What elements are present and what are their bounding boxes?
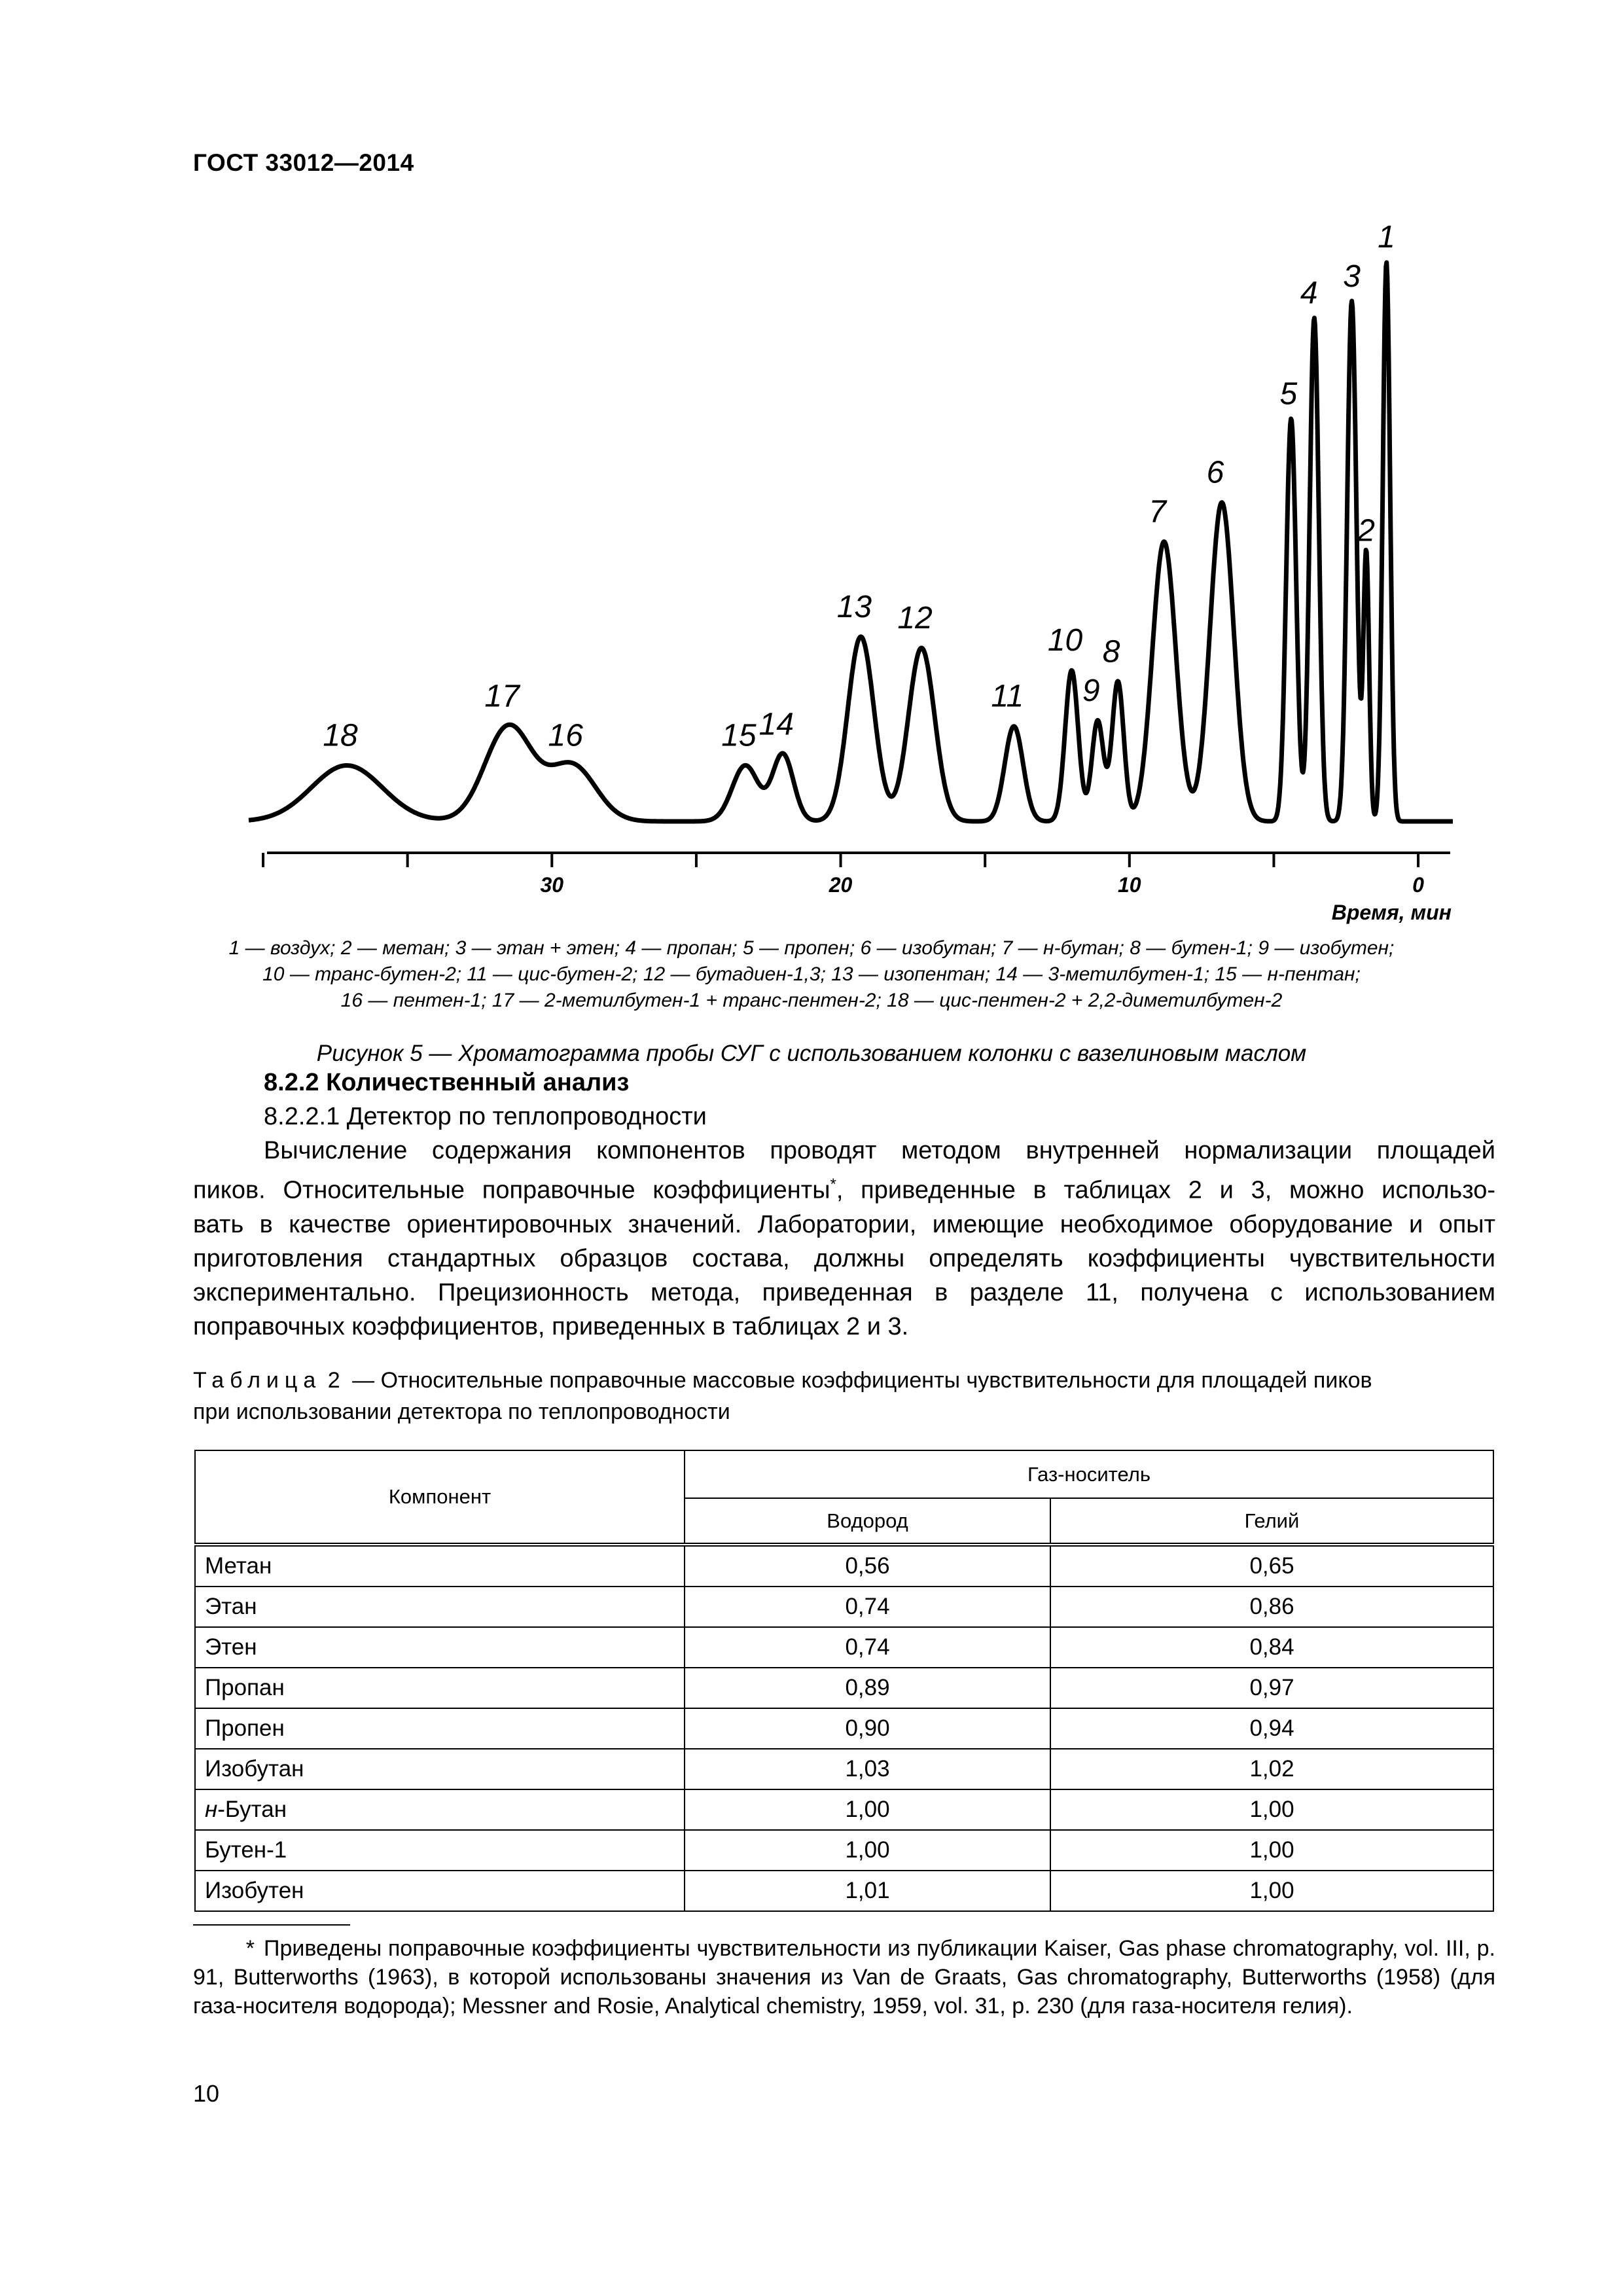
- cell-hydrogen: 0,74: [685, 1627, 1050, 1668]
- document-header: ГОСТ 33012—2014: [193, 149, 414, 176]
- cell-component: Этен: [195, 1627, 685, 1668]
- cell-component: Метан: [195, 1545, 685, 1587]
- cell-helium: 1,02: [1050, 1749, 1493, 1789]
- cell-helium: 0,65: [1050, 1545, 1493, 1587]
- paragraph-line: поправочных коэффициентов, приведенных в таблицах 2 и 3.: [193, 1312, 909, 1340]
- peak-label: 2: [1357, 513, 1375, 548]
- peak-label: 5: [1279, 376, 1298, 412]
- footnote-reference[interactable]: *: [830, 1175, 836, 1193]
- column-header-hydrogen: Водород: [685, 1498, 1050, 1545]
- table-row: [195, 1627, 1493, 1668]
- cell-hydrogen: 0,56: [685, 1545, 1050, 1587]
- peak-label: 14: [758, 707, 794, 742]
- peak-label: 13: [836, 589, 872, 624]
- x-axis-label: Время, мин: [1331, 901, 1452, 924]
- cell-helium: 0,94: [1050, 1708, 1493, 1749]
- table-row: [195, 1871, 1493, 1911]
- cell-component: Изобутен: [195, 1871, 685, 1911]
- peak-label: 7: [1149, 494, 1167, 529]
- cell-helium: 0,84: [1050, 1627, 1493, 1668]
- column-header-component: Компонент: [195, 1450, 685, 1545]
- x-tick-label: 30: [540, 873, 564, 897]
- cell-component: Пропан: [195, 1668, 685, 1708]
- table-row: [195, 1708, 1493, 1749]
- peak-label: 17: [484, 679, 520, 714]
- cell-component: Изобутан: [195, 1749, 685, 1789]
- table-row: [195, 1668, 1493, 1708]
- chromatogram-trace: [249, 262, 1453, 821]
- x-tick-label: 0: [1412, 873, 1424, 897]
- peak-label: 16: [548, 718, 583, 753]
- footnote: * Приведены поправочные коэффициенты чувствительности из публикации Kaiser, Gas phase chromatography, vol. III, p. 91, Butterworths (1963), в которой использованы значения из Van de Graats, Gas chromatography, Butterworths (1958) (для газа-носителя водорода); Messner and Rosie, Analytical chemistry, 1959, vol. 31, p. 230 (для газа-носителя гелия).: [193, 1936, 1495, 2018]
- cell-hydrogen: 0,74: [685, 1587, 1050, 1627]
- column-header-helium: Гелий: [1050, 1498, 1493, 1545]
- table-row: [195, 1789, 1493, 1830]
- chromatogram-chart: [249, 220, 1453, 924]
- page-number: 10: [193, 2080, 220, 2107]
- section-heading: 8.2.2 Количественный анализ: [264, 1069, 630, 1096]
- peak-label: 9: [1082, 673, 1100, 709]
- paragraph-line: приготовления стандартных образцов состава, должны определять коэффициенты чувствительности: [193, 1244, 1495, 1272]
- peak-label: 3: [1343, 259, 1361, 294]
- figure-caption: Рисунок 5 — Хроматограмма пробы СУГ с использованием колонки с вазелиновым маслом: [316, 1041, 1307, 1066]
- peak-label: 8: [1102, 634, 1120, 670]
- table-row: [195, 1830, 1493, 1871]
- cell-hydrogen: 1,00: [685, 1789, 1050, 1830]
- peak-label: 11: [991, 679, 1024, 714]
- table-caption: Таблица 2 — Относительные поправочные массовые коэффициенты чувствительности для площадей пиков при использовании детектора по теплопроводности: [193, 1368, 1372, 1424]
- peak-label: 6: [1206, 455, 1224, 490]
- peak-label: 10: [1047, 623, 1083, 658]
- cell-helium: 1,00: [1050, 1830, 1493, 1871]
- legend-line-2: 10 — транс-бутен-2; 11 — цис-бутен-2; 12 — бутадиен-1,3; 13 — изопентан; 14 — 3-метилбутен-1; 15 — н-пентан;: [262, 963, 1361, 985]
- column-header-carrier-gas: Газ-носитель: [685, 1450, 1493, 1498]
- paragraph-line: экспериментально. Прецизионность метода, приведенная в разделе 11, получена с использованием: [193, 1278, 1495, 1306]
- table-row: [195, 1587, 1493, 1627]
- table-row: [195, 1749, 1493, 1789]
- legend-line-1: 1 — воздух; 2 — метан; 3 — этан + этен; 4 — пропан; 5 — пропен; 6 — изобутан; 7 — н-бутан; 8 — бутен-1; 9 — изобутен;: [228, 937, 1395, 959]
- cell-hydrogen: 1,01: [685, 1871, 1050, 1911]
- x-tick-label: 20: [829, 873, 853, 897]
- legend-line-3: 16 — пентен-1; 17 — 2-метилбутен-1 + транс-пентен-2; 18 — цис-пентен-2 + 2,2-диметилбутен-2: [340, 990, 1283, 1011]
- cell-helium: 1,00: [1050, 1871, 1493, 1911]
- cell-component: Этан: [195, 1587, 685, 1627]
- cell-hydrogen: 0,90: [685, 1708, 1050, 1749]
- cell-helium: 0,97: [1050, 1668, 1493, 1708]
- cell-hydrogen: 1,00: [685, 1830, 1050, 1871]
- subsection-heading: 8.2.2.1 Детектор по теплопроводности: [264, 1103, 707, 1130]
- cell-hydrogen: 0,89: [685, 1668, 1050, 1708]
- paragraph-line: Вычисление содержания компонентов проводят методом внутренней нормализации площадей: [264, 1137, 1495, 1164]
- coefficients-table: [194, 1450, 1494, 1912]
- body-paragraph: [193, 1134, 1495, 1344]
- table-label: Таблица: [193, 1368, 322, 1393]
- peak-label: 15: [721, 718, 757, 753]
- cell-hydrogen: 1,03: [685, 1749, 1050, 1789]
- paragraph-line: пиков. Относительные поправочные коэффициенты*, приведенные в таблицах 2 и 3, можно использо-: [193, 1175, 1495, 1204]
- cell-helium: 0,86: [1050, 1587, 1493, 1627]
- cell-component: Пропен: [195, 1708, 685, 1749]
- table-row: [195, 1545, 1493, 1587]
- peak-label: 18: [323, 718, 358, 753]
- cell-component: Бутен-1: [195, 1830, 685, 1871]
- cell-component: н-Бутан: [195, 1789, 685, 1830]
- peak-label: 4: [1300, 276, 1318, 311]
- cell-helium: 1,00: [1050, 1789, 1493, 1830]
- peak-label: 12: [897, 600, 933, 636]
- paragraph-line: вать в качестве ориентировочных значений. Лаборатории, имеющие необходимое оборудование и опыт: [193, 1210, 1495, 1238]
- x-tick-label: 10: [1118, 873, 1141, 897]
- footnote-divider: [193, 1924, 350, 1926]
- peak-label: 1: [1378, 220, 1395, 255]
